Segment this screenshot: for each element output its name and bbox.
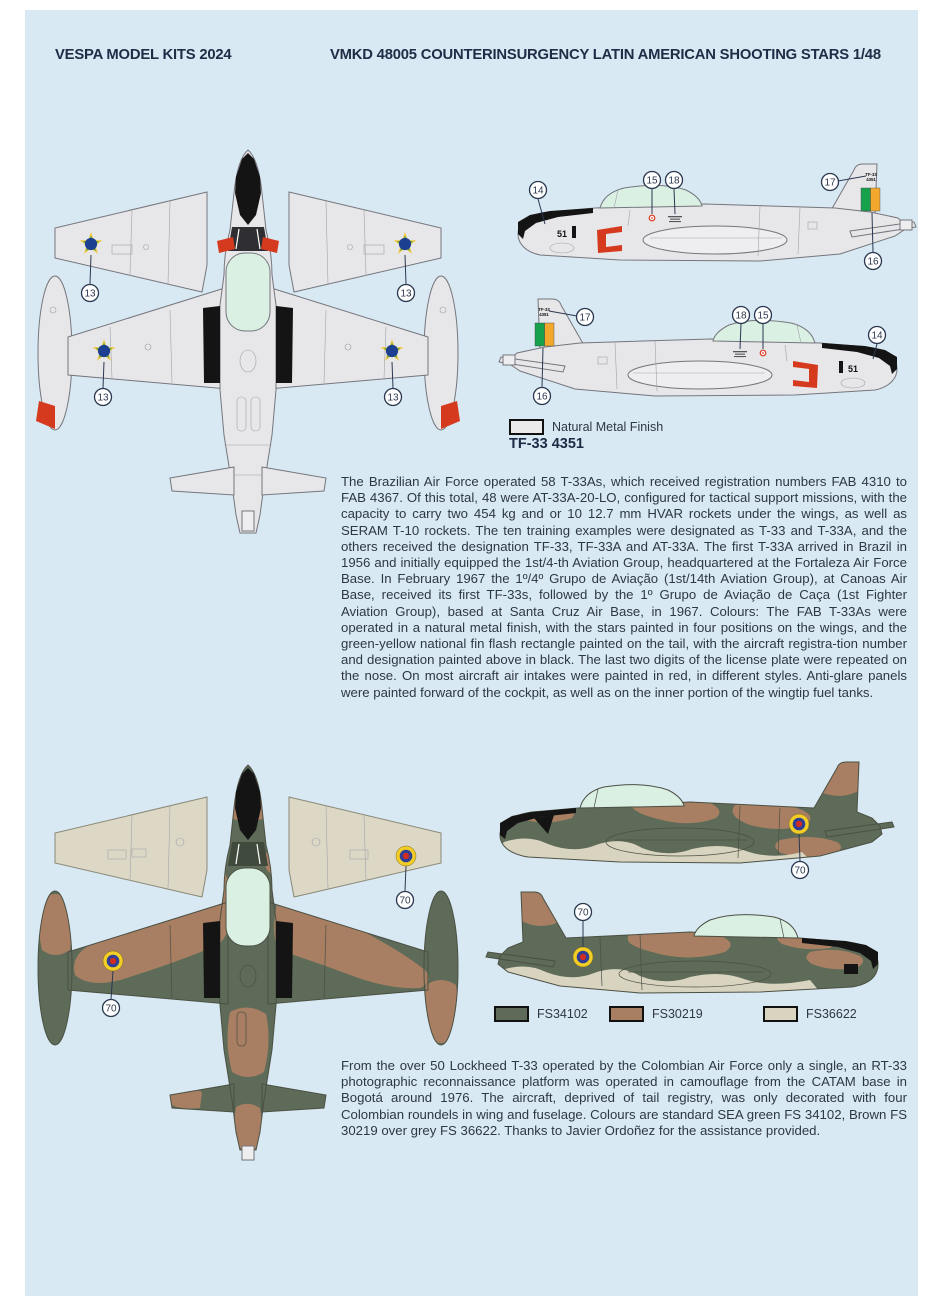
svg-text:70: 70 [577, 907, 589, 919]
tail-cone [242, 511, 254, 531]
camouflage-surfaces [480, 890, 900, 1020]
finish-legend [509, 419, 663, 435]
paint-swatch [763, 1006, 798, 1022]
fuselage-badge-marking [649, 215, 655, 221]
canopy-glass [580, 785, 684, 808]
canopy-glass [226, 253, 270, 331]
nose-black-panel [844, 964, 858, 974]
svg-text:13: 13 [387, 392, 399, 404]
paint-legend-item [609, 1006, 703, 1022]
jet-pipe [900, 220, 912, 230]
svg-text:51: 51 [556, 229, 568, 239]
colombia-side-view-right [480, 890, 900, 1020]
intake-panel-left [203, 921, 220, 998]
camouflage-surfaces [480, 760, 900, 900]
callout-13 [385, 389, 402, 406]
svg-text:17: 17 [579, 312, 591, 324]
svg-text:15: 15 [757, 310, 769, 322]
svg-text:70: 70 [794, 865, 806, 877]
svg-text:4351: 4351 [539, 312, 549, 317]
tail-code-marking [865, 172, 877, 182]
callout-13 [398, 285, 415, 302]
callout-70 [103, 1000, 120, 1017]
intake-panel-right [276, 921, 293, 998]
svg-text:70: 70 [399, 895, 411, 907]
canopy-glass [226, 868, 270, 946]
svg-text:13: 13 [84, 288, 96, 300]
svg-text:13: 13 [97, 392, 109, 404]
callout-70 [397, 892, 414, 909]
wing-panel-left [55, 192, 207, 302]
jet-pipe [503, 355, 515, 365]
svg-text:TF-33: TF-33 [538, 307, 550, 312]
tip-tank-side [643, 226, 787, 254]
svg-text:16: 16 [536, 391, 548, 403]
paint-legend-item [763, 1006, 857, 1022]
paint-swatch [494, 1006, 529, 1022]
aircraft-title: TF-33 4351 [509, 436, 584, 452]
svg-text:14: 14 [532, 185, 544, 197]
brand-title: VESPA MODEL KITS 2024 [55, 47, 232, 63]
svg-text:TF-33: TF-33 [865, 172, 877, 177]
tip-tank-left [36, 276, 72, 430]
svg-text:17: 17 [824, 177, 836, 189]
page-title: VMKD 48005 COUNTERINSURGENCY LATIN AMERICAN SHOOTING STARS 1/48 [330, 47, 881, 63]
paint-legend-item [494, 1006, 588, 1022]
svg-text:70: 70 [105, 1003, 117, 1015]
fin-flash [535, 323, 554, 346]
finish-swatch [509, 419, 544, 435]
wing-panel-left [55, 797, 207, 897]
intake-panel-right [276, 306, 293, 383]
wing-panel-right [289, 797, 441, 909]
svg-text:15: 15 [646, 175, 658, 187]
tip-tank-right [424, 276, 460, 430]
svg-text:51: 51 [847, 364, 859, 374]
finish-label: Natural Metal Finish [552, 420, 664, 434]
callout-13 [95, 389, 112, 406]
svg-text:16: 16 [867, 256, 879, 268]
colombia-side-view-left [480, 760, 900, 900]
data-stencil-marking [733, 351, 747, 357]
svg-text:14: 14 [871, 330, 883, 342]
brazil-side-view-right [495, 295, 915, 425]
svg-text:18: 18 [668, 175, 680, 187]
paint-label: FS30219 [652, 1007, 703, 1021]
tail-cone [242, 1146, 254, 1160]
intake-panel-left [203, 306, 220, 383]
paint-swatch [609, 1006, 644, 1022]
data-stencil-marking [668, 216, 682, 222]
brazil-description: The Brazilian Air Force operated 58 T-33As, which received registration numbers FAB 4310 to FAB 4367. Of this total, 48 were AT-33A-20-LO, configured for tactical support missions, with the capacity to carry two 454 kg and or 10 12.7 mm HVAR rockets under the wings, as well as SERAM T-10 rockets. The ten training examples were designated as T-33 and T-33A, and the others received the designation TF-33, TF-33A and AT-33A. The first T-33A arrived in Brazil in 1956 and initially equipped the 1st/4-th Aviation Group, headquartered at the Fortaleza Air Force Base. In February 1967 the 1º/4º Grupo de Aviação (1st/14th Aviation Group), at Canoas Air Base, received its first TF-33s, followed by the 1º Grupo de Aviação de Caça (1st Fighter Aviation Group), based at Santa Cruz Air Base, in 1967. Colours: The FAB T-33As were operated in a natural metal finish, with the stars painted in four positions on the wings, and the green-yellow national fin flash rectangle painted on the tail, with the aircraft registra-tion number and designation painted above in black. The last two digits of the license plate were repeated on the nose. On most aircraft air intakes were painted in red, in different styles. Anti-glare panels were painted forward of the cockpit, as well as on the inner portion of the wingtip fuel tanks. [341, 474, 907, 700]
brazil-side-view-left [500, 160, 920, 295]
svg-text:18: 18 [735, 310, 747, 322]
paint-label: FS36622 [806, 1007, 857, 1021]
paint-label: FS34102 [537, 1007, 588, 1021]
canopy-glass [694, 915, 798, 938]
wing-panel-right [289, 192, 441, 302]
fin-flash [861, 188, 880, 211]
callout-13 [82, 285, 99, 302]
windscreen-frame [228, 842, 268, 866]
tail-code-marking [538, 307, 550, 317]
fuselage-badge-marking [760, 350, 766, 356]
svg-text:4351: 4351 [866, 177, 876, 182]
tip-tank-side [628, 361, 772, 389]
colombia-description: From the over 50 Lockheed T-33 operated by the Colombian Air Force only a single, an RT-33 photographic reconnaissance platform was operated in camouflage from the CATAM base in Bogotá around 1976. The aircraft, deprived of tail registry, was only decorated with four Colombian roundels in wing and fuselage. Colours are standard SEA green FS 34102, Brown FS 30219 over grey FS 36622. Thanks to Javier Ordoñez for the assistance provided. [341, 1058, 907, 1138]
svg-text:13: 13 [400, 288, 412, 300]
